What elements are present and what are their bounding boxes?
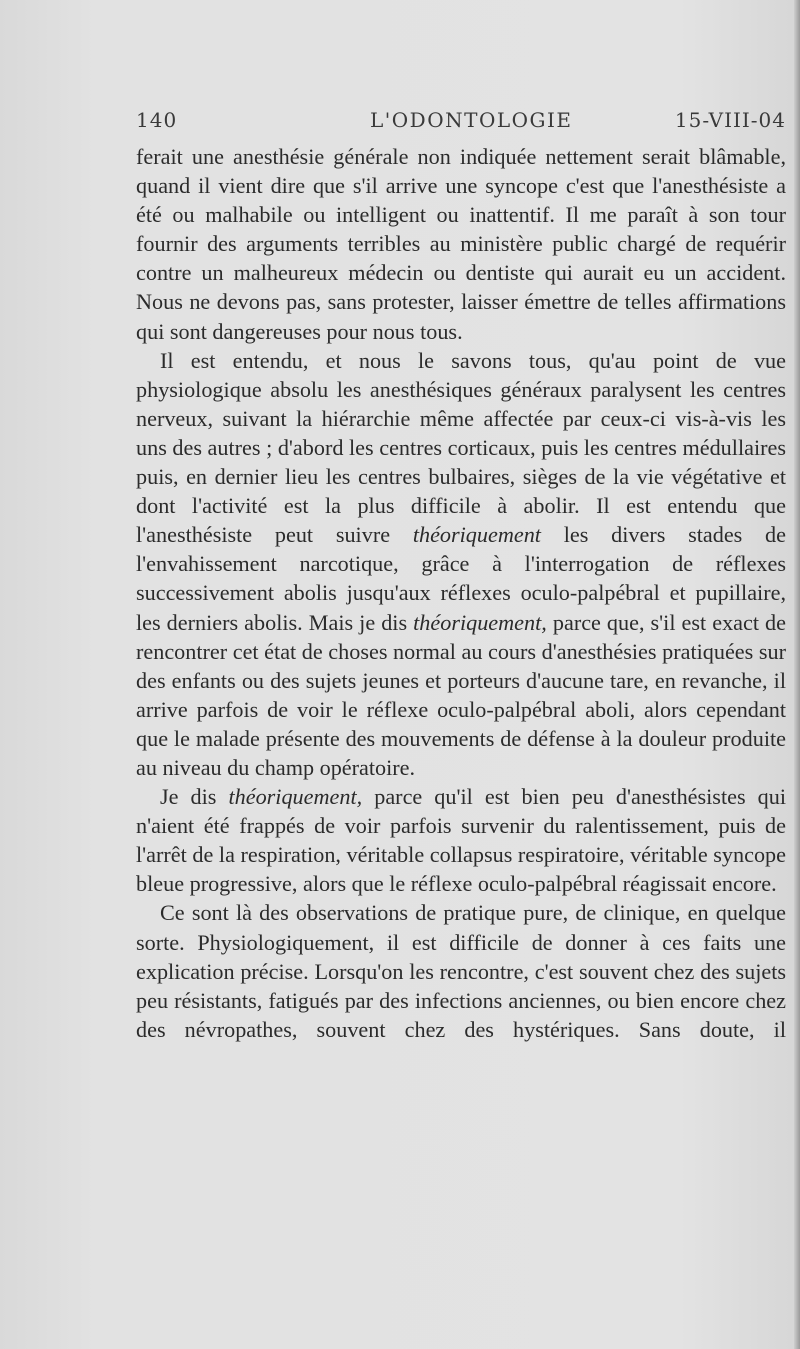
page-number: 140 (136, 108, 178, 132)
paragraph-text: parce qu'il est bien peu d'anesthésistes qui n'aient été frappés de voir parfois survenir du ralentissement, puis de l'arrêt de la respiration, véritable collapsus respiratoire, véritable syncope bleue progressive, alors que le réflexe oculo-palpébral réagissait encore. (136, 784, 786, 897)
paragraph-text: Ce sont là des observations de pratique pure, de clinique, en quelque sorte. Physiologiquement, il est difficile de donner à ces faits une explication précise. Lorsqu'on les rencontre, c'est souvent chez des sujets peu résistants, fatigués par des infections anciennes, ou bien encore chez des névropathes, souvent chez des hystériques. Sans doute, il (136, 900, 786, 1042)
paragraph-text: Il est entendu, et nous le savons tous, qu'au point de vue physiologique absolu les anesthésiques généraux paralysent les centres nerveux, suivant la hiérarchie même affectée par ceux-ci vis-à-vis les uns des autres ; d'abord les centres corticaux, puis les centres médullaires puis, en dernier lieu les centres bulbaires, sièges de la vie végétative et dont l'activité est la plus difficile à abolir. Il est entendu que l'anesthésiste peut suivre (136, 347, 786, 548)
paragraph (136, 898, 786, 1043)
italic-emphasis: théoriquement (412, 522, 541, 548)
paragraph (136, 782, 786, 898)
paragraph-text: les divers stades de l'envahissement narcotique, grâce à l'interrogation de réflexes successivement abolis jusqu'aux réflexes oculo-palpébral et pupillaire, les derniers abolis. Mais je dis (136, 522, 787, 635)
paragraph-continued (136, 142, 786, 346)
issue-date: 15-VIII-04 (674, 108, 786, 132)
page-edge-shadow (794, 0, 800, 1349)
italic-emphasis: théoriquement, (228, 784, 363, 810)
paragraph-text: parce que, s'il est exact de rencontrer cet état de choses normal au cours d'anesthésies pratiquées sur des enfants ou des sujets jeunes et porteurs d'aucune tare, en revanche, il arrive parfois de voir le réflexe oculo-palpébral aboli, alors cependant que le malade présente des mouvements de défense à la douleur produite au niveau du champ opératoire. (136, 609, 786, 780)
running-head (136, 108, 786, 138)
paragraph (136, 346, 786, 782)
body-text (136, 142, 786, 1044)
paragraph-text: ferait une anesthésie générale non indiquée nettement serait blâmable, quand il vient dire que s'il arrive une syncope c'est que l'anesthésiste a été ou malhabile ou intelligent ou inattentif. Il me paraît à son tour fournir des arguments terribles au ministère public chargé de requérir contre un malheureux médecin ou dentiste qui aurait eu un accident. Nous ne devons pas, sans protester, laisser émettre de telles affirmations qui sont dangereuses pour nous tous. (136, 144, 786, 344)
journal-title: L'ODONTOLOGIE (370, 108, 573, 132)
italic-emphasis: théoriquement, (413, 609, 547, 635)
paragraph-text: Je dis (160, 784, 229, 810)
